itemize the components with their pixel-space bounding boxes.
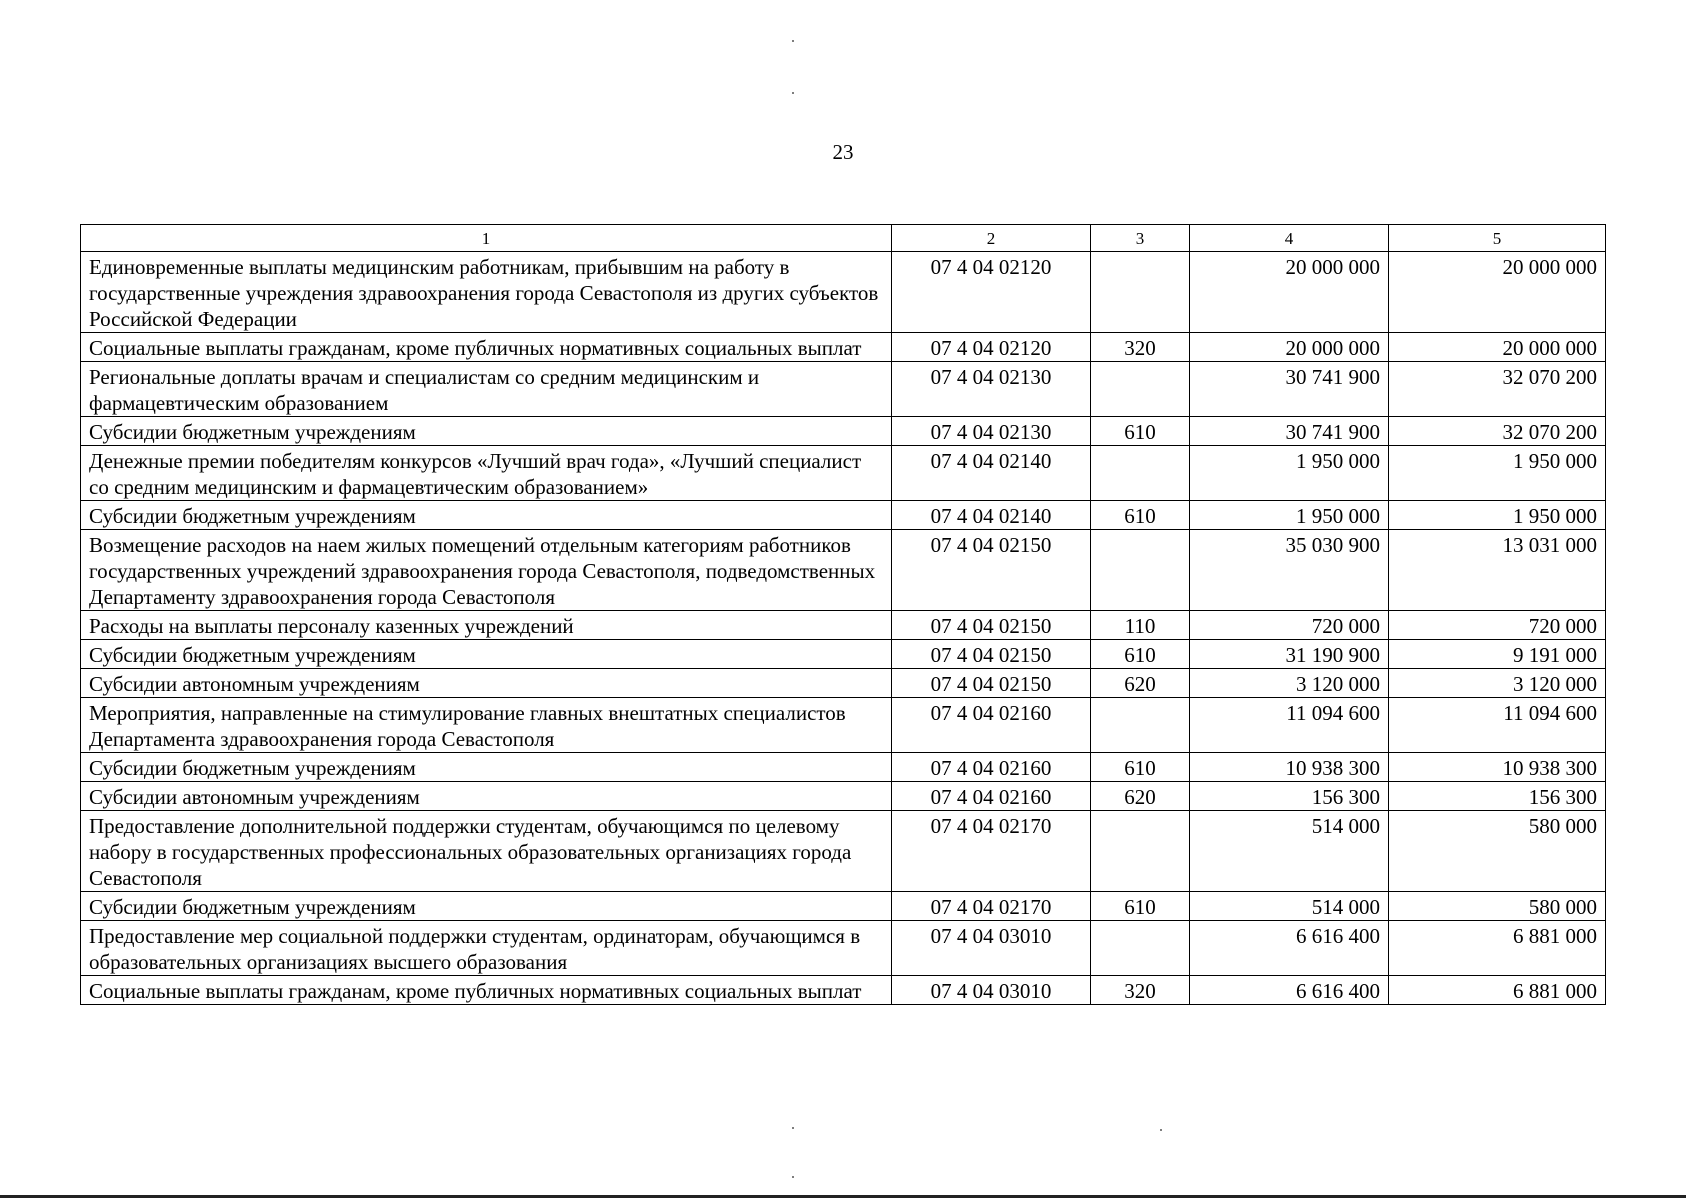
row-value-year-1: 35 030 900 xyxy=(1190,530,1389,611)
row-value-year-1: 514 000 xyxy=(1190,892,1389,921)
row-name: Расходы на выплаты персоналу казенных учреждений xyxy=(81,611,892,640)
row-value-year-1: 1 950 000 xyxy=(1190,501,1389,530)
table-row xyxy=(81,753,1606,782)
row-value-year-1: 30 741 900 xyxy=(1190,362,1389,417)
column-header-3: 3 xyxy=(1091,225,1190,252)
row-value-year-2: 1 950 000 xyxy=(1389,501,1606,530)
table-row xyxy=(81,669,1606,698)
row-value-year-1: 20 000 000 xyxy=(1190,252,1389,333)
row-value-year-1: 156 300 xyxy=(1190,782,1389,811)
row-value-year-2: 10 938 300 xyxy=(1389,753,1606,782)
row-value-year-2: 1 950 000 xyxy=(1389,446,1606,501)
column-header-1: 1 xyxy=(81,225,892,252)
row-value-year-1: 11 094 600 xyxy=(1190,698,1389,753)
row-name: Возмещение расходов на наем жилых помещений отдельным категориям работников государственных учреждений здравоохранения города Севастополя, подведомственных Департаменту здравоохранения города Севастополя xyxy=(81,530,892,611)
table-row xyxy=(81,333,1606,362)
row-kind xyxy=(1091,698,1190,753)
row-code: 07 4 04 02150 xyxy=(892,611,1091,640)
row-code: 07 4 04 02170 xyxy=(892,811,1091,892)
row-value-year-2: 20 000 000 xyxy=(1389,333,1606,362)
row-kind xyxy=(1091,446,1190,501)
row-kind xyxy=(1091,811,1190,892)
row-value-year-2: 580 000 xyxy=(1389,811,1606,892)
table-row xyxy=(81,921,1606,976)
table-row xyxy=(81,446,1606,501)
row-value-year-2: 720 000 xyxy=(1389,611,1606,640)
row-value-year-2: 9 191 000 xyxy=(1389,640,1606,669)
scan-speck xyxy=(1160,1129,1162,1131)
table-row xyxy=(81,417,1606,446)
row-value-year-2: 6 881 000 xyxy=(1389,976,1606,1005)
row-kind: 320 xyxy=(1091,333,1190,362)
row-value-year-2: 32 070 200 xyxy=(1389,417,1606,446)
row-value-year-1: 10 938 300 xyxy=(1190,753,1389,782)
table-row xyxy=(81,362,1606,417)
row-name: Субсидии бюджетным учреждениям xyxy=(81,501,892,530)
row-value-year-1: 6 616 400 xyxy=(1190,976,1389,1005)
column-header-2: 2 xyxy=(892,225,1091,252)
row-kind xyxy=(1091,362,1190,417)
scan-speck xyxy=(792,1176,794,1178)
row-kind: 610 xyxy=(1091,753,1190,782)
table-row xyxy=(81,501,1606,530)
table-row xyxy=(81,640,1606,669)
row-name: Региональные доплаты врачам и специалистам со средним медицинским и фармацевтическим образованием xyxy=(81,362,892,417)
row-name: Субсидии бюджетным учреждениям xyxy=(81,892,892,921)
row-code: 07 4 04 02160 xyxy=(892,782,1091,811)
row-name: Предоставление дополнительной поддержки студентам, обучающимся по целевому набору в государственных профессиональных образовательных организациях города Севастополя xyxy=(81,811,892,892)
row-value-year-1: 31 190 900 xyxy=(1190,640,1389,669)
scan-speck xyxy=(792,1127,794,1129)
row-kind: 620 xyxy=(1091,669,1190,698)
row-value-year-1: 3 120 000 xyxy=(1190,669,1389,698)
row-value-year-1: 1 950 000 xyxy=(1190,446,1389,501)
scan-speck xyxy=(792,40,794,42)
row-name: Социальные выплаты гражданам, кроме публичных нормативных социальных выплат xyxy=(81,976,892,1005)
scan-speck xyxy=(792,92,794,94)
row-name: Субсидии автономным учреждениям xyxy=(81,669,892,698)
row-name: Субсидии бюджетным учреждениям xyxy=(81,640,892,669)
row-code: 07 4 04 02140 xyxy=(892,446,1091,501)
column-header-5: 5 xyxy=(1389,225,1606,252)
row-code: 07 4 04 02120 xyxy=(892,333,1091,362)
row-value-year-1: 20 000 000 xyxy=(1190,333,1389,362)
row-value-year-1: 30 741 900 xyxy=(1190,417,1389,446)
budget-table xyxy=(80,224,1606,1005)
table-row xyxy=(81,252,1606,333)
row-value-year-2: 6 881 000 xyxy=(1389,921,1606,976)
row-code: 07 4 04 02150 xyxy=(892,640,1091,669)
row-kind: 320 xyxy=(1091,976,1190,1005)
row-code: 07 4 04 02160 xyxy=(892,753,1091,782)
row-code: 07 4 04 02130 xyxy=(892,362,1091,417)
table-row xyxy=(81,611,1606,640)
row-name: Социальные выплаты гражданам, кроме публичных нормативных социальных выплат xyxy=(81,333,892,362)
table-row xyxy=(81,698,1606,753)
row-value-year-1: 514 000 xyxy=(1190,811,1389,892)
table-row xyxy=(81,892,1606,921)
row-code: 07 4 04 02150 xyxy=(892,530,1091,611)
row-value-year-2: 20 000 000 xyxy=(1389,252,1606,333)
row-name: Мероприятия, направленные на стимулирование главных внештатных специалистов Департамента здравоохранения города Севастополя xyxy=(81,698,892,753)
row-kind: 610 xyxy=(1091,417,1190,446)
page-number: 23 xyxy=(832,140,854,164)
row-code: 07 4 04 03010 xyxy=(892,921,1091,976)
row-code: 07 4 04 02120 xyxy=(892,252,1091,333)
row-code: 07 4 04 02160 xyxy=(892,698,1091,753)
row-name: Предоставление мер социальной поддержки студентам, ординаторам, обучающимся в образовательных организациях высшего образования xyxy=(81,921,892,976)
row-name: Денежные премии победителям конкурсов «Лучший врач года», «Лучший специалист со средним медицинским и фармацевтическим образованием» xyxy=(81,446,892,501)
row-kind: 620 xyxy=(1091,782,1190,811)
row-code: 07 4 04 02150 xyxy=(892,669,1091,698)
row-kind xyxy=(1091,530,1190,611)
row-value-year-2: 13 031 000 xyxy=(1389,530,1606,611)
row-kind: 610 xyxy=(1091,640,1190,669)
row-value-year-1: 720 000 xyxy=(1190,611,1389,640)
row-value-year-1: 6 616 400 xyxy=(1190,921,1389,976)
row-code: 07 4 04 02130 xyxy=(892,417,1091,446)
row-code: 07 4 04 02140 xyxy=(892,501,1091,530)
table-row xyxy=(81,811,1606,892)
column-header-4: 4 xyxy=(1190,225,1389,252)
row-value-year-2: 11 094 600 xyxy=(1389,698,1606,753)
row-code: 07 4 04 02170 xyxy=(892,892,1091,921)
row-value-year-2: 3 120 000 xyxy=(1389,669,1606,698)
row-name: Субсидии бюджетным учреждениям xyxy=(81,417,892,446)
row-name: Субсидии автономным учреждениям xyxy=(81,782,892,811)
row-kind: 610 xyxy=(1091,892,1190,921)
row-name: Субсидии бюджетным учреждениям xyxy=(81,753,892,782)
row-value-year-2: 32 070 200 xyxy=(1389,362,1606,417)
header-row xyxy=(81,225,1606,252)
row-kind xyxy=(1091,921,1190,976)
row-kind: 110 xyxy=(1091,611,1190,640)
row-kind: 610 xyxy=(1091,501,1190,530)
table-row xyxy=(81,530,1606,611)
table-row xyxy=(81,782,1606,811)
table-row xyxy=(81,976,1606,1005)
row-value-year-2: 580 000 xyxy=(1389,892,1606,921)
row-kind xyxy=(1091,252,1190,333)
row-code: 07 4 04 03010 xyxy=(892,976,1091,1005)
scan-edge-line xyxy=(0,1195,1686,1198)
row-name: Единовременные выплаты медицинским работникам, прибывшим на работу в государственные учреждения здравоохранения города Севастополя из других субъектов Российской Федерации xyxy=(81,252,892,333)
row-value-year-2: 156 300 xyxy=(1389,782,1606,811)
